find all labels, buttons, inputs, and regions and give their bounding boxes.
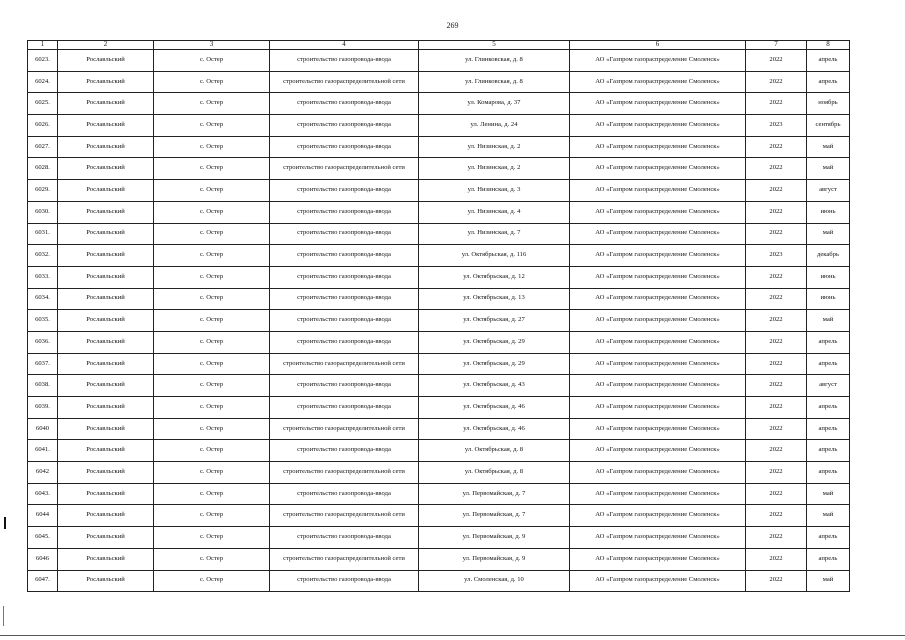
district-cell: Рославльский [58,462,154,484]
table-row [28,331,850,353]
work-type-cell: строительство газопровода-ввода [270,570,419,592]
district-cell: Рославльский [58,93,154,115]
district-cell: Рославльский [58,375,154,397]
settlement-cell: с. Остер [154,245,270,267]
table-row [28,266,850,288]
row-number-cell: 6046 [28,548,58,570]
year-cell: 2022 [746,570,807,592]
month-cell: май [807,483,850,505]
table-row [28,223,850,245]
settlement-cell: с. Остер [154,71,270,93]
settlement-cell: с. Остер [154,223,270,245]
district-cell: Рославльский [58,505,154,527]
row-number-cell: 6045. [28,527,58,549]
row-number-cell: 6026. [28,115,58,137]
month-cell: май [807,505,850,527]
work-type-cell: строительство газораспределительной сети [270,462,419,484]
year-cell: 2022 [746,288,807,310]
table-row [28,397,850,419]
address-cell: ул. Октябрьская, д. 46 [419,418,570,440]
organization-cell: АО «Газпром газораспределение Смоленск» [570,570,746,592]
settlement-cell: с. Остер [154,180,270,202]
settlement-cell: с. Остер [154,93,270,115]
address-cell: ул. Первомайская, д. 9 [419,548,570,570]
year-cell: 2022 [746,527,807,549]
work-type-cell: строительство газораспределительной сети [270,505,419,527]
work-type-cell: строительство газопровода-ввода [270,93,419,115]
month-cell: апрель [807,353,850,375]
settlement-cell: с. Остер [154,527,270,549]
table-row [28,136,850,158]
settlement-cell: с. Остер [154,570,270,592]
column-number: 8 [807,41,850,50]
table-row [28,201,850,223]
district-cell: Рославльский [58,201,154,223]
row-number-cell: 6039. [28,397,58,419]
district-cell: Рославльский [58,483,154,505]
column-number-row [28,41,850,50]
work-type-cell: строительство газопровода-ввода [270,245,419,267]
organization-cell: АО «Газпром газораспределение Смоленск» [570,180,746,202]
work-type-cell: строительство газопровода-ввода [270,180,419,202]
month-cell: апрель [807,440,850,462]
organization-cell: АО «Газпром газораспределение Смоленск» [570,245,746,267]
year-cell: 2022 [746,50,807,72]
district-cell: Рославльский [58,158,154,180]
organization-cell: АО «Газпром газораспределение Смоленск» [570,527,746,549]
settlement-cell: с. Остер [154,375,270,397]
work-type-cell: строительство газопровода-ввода [270,331,419,353]
year-cell: 2022 [746,201,807,223]
work-type-cell: строительство газопровода-ввода [270,50,419,72]
settlement-cell: с. Остер [154,548,270,570]
settlement-cell: с. Остер [154,158,270,180]
district-cell: Рославльский [58,570,154,592]
district-cell: Рославльский [58,527,154,549]
district-cell: Рославльский [58,548,154,570]
organization-cell: АО «Газпром газораспределение Смоленск» [570,331,746,353]
month-cell: апрель [807,331,850,353]
column-number: 7 [746,41,807,50]
settlement-cell: с. Остер [154,266,270,288]
work-type-cell: строительство газопровода-ввода [270,375,419,397]
table-body [28,50,850,592]
address-cell: ул. Октябрьская, д. 13 [419,288,570,310]
year-cell: 2022 [746,266,807,288]
year-cell: 2022 [746,136,807,158]
year-cell: 2022 [746,223,807,245]
settlement-cell: с. Остер [154,136,270,158]
table-row [28,527,850,549]
column-number: 5 [419,41,570,50]
table-row [28,71,850,93]
organization-cell: АО «Газпром газораспределение Смоленск» [570,266,746,288]
left-edge-mark [4,517,6,529]
year-cell: 2022 [746,71,807,93]
district-cell: Рославльский [58,50,154,72]
row-number-cell: 6028. [28,158,58,180]
year-cell: 2022 [746,397,807,419]
settlement-cell: с. Остер [154,201,270,223]
work-type-cell: строительство газораспределительной сети [270,71,419,93]
year-cell: 2022 [746,505,807,527]
month-cell: апрель [807,50,850,72]
month-cell: апрель [807,397,850,419]
organization-cell: АО «Газпром газораспределение Смоленск» [570,136,746,158]
organization-cell: АО «Газпром газораспределение Смоленск» [570,158,746,180]
district-cell: Рославльский [58,136,154,158]
month-cell: июнь [807,201,850,223]
district-cell: Рославльский [58,440,154,462]
organization-cell: АО «Газпром газораспределение Смоленск» [570,483,746,505]
month-cell: август [807,375,850,397]
address-cell: ул. Низинская, д. 2 [419,136,570,158]
table-row [28,375,850,397]
settlement-cell: с. Остер [154,331,270,353]
work-type-cell: строительство газопровода-ввода [270,223,419,245]
gasification-table [27,40,850,592]
district-cell: Рославльский [58,288,154,310]
organization-cell: АО «Газпром газораспределение Смоленск» [570,418,746,440]
district-cell: Рославльский [58,353,154,375]
district-cell: Рославльский [58,418,154,440]
year-cell: 2023 [746,115,807,137]
table-row [28,418,850,440]
address-cell: ул. Низинская, д. 4 [419,201,570,223]
row-number-cell: 6024. [28,71,58,93]
address-cell: ул. Октябрьская, д. 27 [419,310,570,332]
month-cell: апрель [807,527,850,549]
month-cell: июнь [807,288,850,310]
organization-cell: АО «Газпром газораспределение Смоленск» [570,375,746,397]
settlement-cell: с. Остер [154,505,270,527]
year-cell: 2022 [746,158,807,180]
row-number-cell: 6029. [28,180,58,202]
district-cell: Рославльский [58,266,154,288]
table-row [28,353,850,375]
row-number-cell: 6023. [28,50,58,72]
month-cell: декабрь [807,245,850,267]
organization-cell: АО «Газпром газораспределение Смоленск» [570,115,746,137]
month-cell: май [807,310,850,332]
row-number-cell: 6038. [28,375,58,397]
month-cell: май [807,223,850,245]
table-row [28,50,850,72]
address-cell: ул. Низинская, д. 3 [419,180,570,202]
column-number: 4 [270,41,419,50]
month-cell: ноябрь [807,93,850,115]
table-row [28,93,850,115]
month-cell: апрель [807,418,850,440]
address-cell: ул. Октябрьская, д. 12 [419,266,570,288]
year-cell: 2022 [746,462,807,484]
row-number-cell: 6040 [28,418,58,440]
address-cell: ул. Октябрьская, д. 8 [419,440,570,462]
row-number-cell: 6035. [28,310,58,332]
work-type-cell: строительство газораспределительной сети [270,353,419,375]
work-type-cell: строительство газопровода-ввода [270,115,419,137]
address-cell: ул. Октябрьская, д. 8 [419,462,570,484]
settlement-cell: с. Остер [154,440,270,462]
year-cell: 2022 [746,180,807,202]
address-cell: ул. Глинковская, д. 8 [419,50,570,72]
year-cell: 2022 [746,548,807,570]
district-cell: Рославльский [58,245,154,267]
table-row [28,115,850,137]
row-number-cell: 6041. [28,440,58,462]
organization-cell: АО «Газпром газораспределение Смоленск» [570,223,746,245]
settlement-cell: с. Остер [154,310,270,332]
table-row [28,462,850,484]
organization-cell: АО «Газпром газораспределение Смоленск» [570,505,746,527]
month-cell: май [807,570,850,592]
settlement-cell: с. Остер [154,397,270,419]
work-type-cell: строительство газораспределительной сети [270,548,419,570]
work-type-cell: строительство газопровода-ввода [270,397,419,419]
organization-cell: АО «Газпром газораспределение Смоленск» [570,440,746,462]
row-number-cell: 6042 [28,462,58,484]
month-cell: сентябрь [807,115,850,137]
organization-cell: АО «Газпром газораспределение Смоленск» [570,397,746,419]
address-cell: ул. Октябрьская, д. 116 [419,245,570,267]
year-cell: 2022 [746,93,807,115]
row-number-cell: 6034. [28,288,58,310]
organization-cell: АО «Газпром газораспределение Смоленск» [570,288,746,310]
address-cell: ул. Низинская, д. 7 [419,223,570,245]
table-row [28,548,850,570]
address-cell: ул. Смоленская, д. 10 [419,570,570,592]
work-type-cell: строительство газопровода-ввода [270,310,419,332]
address-cell: ул. Комарова, д. 37 [419,93,570,115]
settlement-cell: с. Остер [154,353,270,375]
year-cell: 2022 [746,375,807,397]
work-type-cell: строительство газопровода-ввода [270,527,419,549]
row-number-cell: 6030. [28,201,58,223]
settlement-cell: с. Остер [154,50,270,72]
settlement-cell: с. Остер [154,483,270,505]
column-number: 3 [154,41,270,50]
row-number-cell: 6033. [28,266,58,288]
row-number-cell: 6043. [28,483,58,505]
organization-cell: АО «Газпром газораспределение Смоленск» [570,310,746,332]
address-cell: ул. Первомайская, д. 9 [419,527,570,549]
column-number: 6 [570,41,746,50]
work-type-cell: строительство газораспределительной сети [270,158,419,180]
work-type-cell: строительство газопровода-ввода [270,201,419,223]
table-row [28,245,850,267]
settlement-cell: с. Остер [154,462,270,484]
address-cell: ул. Первомайская, д. 7 [419,483,570,505]
row-number-cell: 6037. [28,353,58,375]
district-cell: Рославльский [58,71,154,93]
row-number-cell: 6047. [28,570,58,592]
address-cell: ул. Ленина, д. 24 [419,115,570,137]
month-cell: апрель [807,71,850,93]
organization-cell: АО «Газпром газораспределение Смоленск» [570,50,746,72]
address-cell: ул. Первомайская, д. 7 [419,505,570,527]
address-cell: ул. Октябрьская, д. 29 [419,331,570,353]
month-cell: май [807,136,850,158]
column-number: 2 [58,41,154,50]
month-cell: апрель [807,548,850,570]
year-cell: 2022 [746,310,807,332]
organization-cell: АО «Газпром газораспределение Смоленск» [570,93,746,115]
table-row [28,158,850,180]
organization-cell: АО «Газпром газораспределение Смоленск» [570,353,746,375]
page-number: 269 [446,21,459,30]
district-cell: Рославльский [58,180,154,202]
work-type-cell: строительство газопровода-ввода [270,266,419,288]
row-number-cell: 6025. [28,93,58,115]
work-type-cell: строительство газопровода-ввода [270,136,419,158]
settlement-cell: с. Остер [154,288,270,310]
table-row [28,288,850,310]
address-cell: ул. Октябрьская, д. 43 [419,375,570,397]
table-row [28,483,850,505]
work-type-cell: строительство газопровода-ввода [270,440,419,462]
row-number-cell: 6027. [28,136,58,158]
district-cell: Рославльский [58,115,154,137]
year-cell: 2022 [746,483,807,505]
table-row [28,505,850,527]
table-row [28,310,850,332]
work-type-cell: строительство газопровода-ввода [270,288,419,310]
row-number-cell: 6036. [28,331,58,353]
district-cell: Рославльский [58,331,154,353]
scan-bottom-rule [0,635,905,636]
column-number: 1 [28,41,58,50]
row-number-cell: 6044 [28,505,58,527]
organization-cell: АО «Газпром газораспределение Смоленск» [570,462,746,484]
row-number-cell: 6031. [28,223,58,245]
month-cell: апрель [807,462,850,484]
organization-cell: АО «Газпром газораспределение Смоленск» [570,71,746,93]
table-row [28,440,850,462]
district-cell: Рославльский [58,223,154,245]
address-cell: ул. Октябрьская, д. 29 [419,353,570,375]
settlement-cell: с. Остер [154,115,270,137]
month-cell: июнь [807,266,850,288]
address-cell: ул. Октябрьская, д. 46 [419,397,570,419]
settlement-cell: с. Остер [154,418,270,440]
year-cell: 2022 [746,353,807,375]
year-cell: 2023 [746,245,807,267]
year-cell: 2022 [746,440,807,462]
year-cell: 2022 [746,331,807,353]
district-cell: Рославльский [58,397,154,419]
year-cell: 2022 [746,418,807,440]
month-cell: август [807,180,850,202]
address-cell: ул. Глинковская, д. 8 [419,71,570,93]
table-row [28,570,850,592]
row-number-cell: 6032. [28,245,58,267]
work-type-cell: строительство газопровода-ввода [270,483,419,505]
month-cell: май [807,158,850,180]
address-cell: ул. Низинская, д. 2 [419,158,570,180]
left-edge-mark [3,606,4,626]
district-cell: Рославльский [58,310,154,332]
organization-cell: АО «Газпром газораспределение Смоленск» [570,201,746,223]
work-type-cell: строительство газораспределительной сети [270,418,419,440]
table-row [28,180,850,202]
organization-cell: АО «Газпром газораспределение Смоленск» [570,548,746,570]
